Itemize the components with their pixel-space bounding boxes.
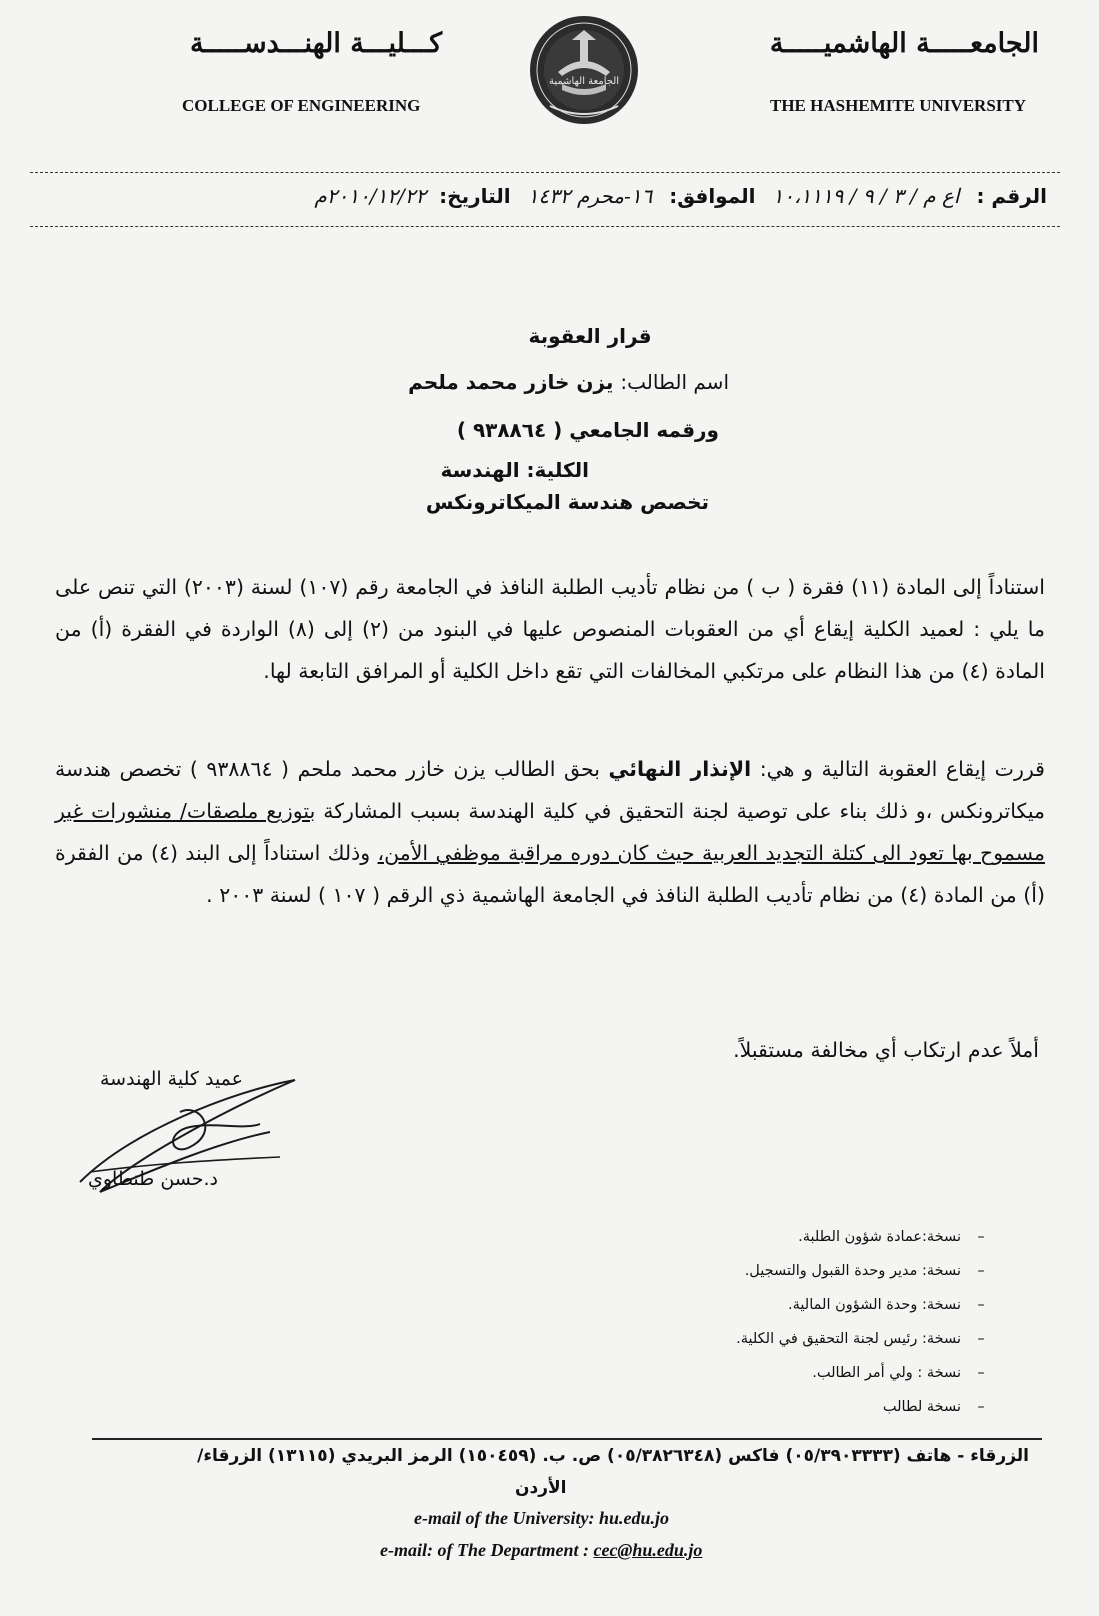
major-line: تخصص هندسة الميكاترونكس xyxy=(425,490,709,514)
reference-line xyxy=(308,184,1047,208)
copy-item: – نسخة لطالب xyxy=(641,1390,1001,1424)
footer-address: الزرقاء - هاتف (٠٥/٣٩٠٣٣٣٣) فاكس (٠٥/٣٨٢٦٣٤٨) ص. ب. (١٥٠٤٥٩) الرمز البريدي (١٣١١٥) الزرقاء/ xyxy=(197,1446,1029,1466)
hijri-date: ١٦-محرم ١٤٣٢ xyxy=(527,184,653,208)
copy-item: – نسخة: رئيس لجنة التحقيق في الكلية. xyxy=(641,1322,1001,1356)
email-department-label: e-mail: of The Department : xyxy=(380,1540,589,1560)
footer-email-department xyxy=(380,1540,702,1561)
corresponding-label: الموافق: xyxy=(669,184,756,208)
copies-list xyxy=(641,1220,1001,1424)
closing-line: أملاً عدم ارتكاب أي مخالفة مستقبلاً. xyxy=(733,1038,1039,1062)
student-name-line xyxy=(408,370,729,394)
header-divider-top xyxy=(30,172,1060,173)
violation-description: بتوزيع ملصقات/ منشورات غير مسموح بها تعود الى كتلة التجديد العربية حيث كان دوره مراقبة موظفي الأمن، xyxy=(55,799,1045,865)
date-value: ٢٠١٠/١٢/٢٢م xyxy=(314,184,427,208)
decision-paragraph-1: استناداً إلى المادة (١١) فقرة ( ب ) من نظام تأديب الطلبة النافذ في الجامعة رقم (١٠٧) لسنة (٢٠٠٣) التي تنص على ما يلي : لعميد الكلية إيقاع أي من العقوبات المنصوص عليها في البنود من (٢) إلى (٨) الواردة في الفقرة (أ) من المادة (٤) من هذا النظام على مرتكبي المخالفات التي تقع داخل الكلية أو المرافق التابعة لها. xyxy=(55,575,1045,683)
copy-item: – نسخة: وحدة الشؤون المالية. xyxy=(641,1288,1001,1322)
university-name-en: THE HASHEMITE UNIVERSITY xyxy=(770,96,1027,115)
date-label: التاريخ: xyxy=(439,184,511,208)
email-department-link[interactable]: cec@hu.edu.jo xyxy=(593,1540,703,1560)
copy-item: – نسخة:عمادة شؤون الطلبة. xyxy=(641,1220,1001,1254)
student-name-label: اسم الطالب: xyxy=(620,370,729,394)
student-id-line: ورقمه الجامعي ( ٩٣٨٨٦٤ ) xyxy=(456,418,719,442)
student-name: يزن خازر محمد ملحم xyxy=(408,370,614,394)
email-university-label: e-mail of the University: xyxy=(414,1508,595,1528)
ref-value: اع م / ٣ / ٩ / ١٠،١١١٩ xyxy=(772,184,960,208)
email-university-link[interactable]: hu.edu.jo xyxy=(598,1508,669,1528)
decision-paragraph-2 xyxy=(55,748,1045,916)
paragraph2-part1: قررت إيقاع العقوبة التالية و هي: xyxy=(751,757,1045,781)
college-name-ar: كـــليـــة الهنـــدســـــة xyxy=(190,28,443,59)
seal-text: الجامعة الهاشمية xyxy=(548,76,620,87)
footer-divider xyxy=(92,1438,1042,1440)
decision-title-block xyxy=(380,316,800,356)
footer-email-university xyxy=(414,1508,669,1529)
final-warning: الإنذار النهائي xyxy=(608,757,752,781)
paragraph2-part2: بحق الطالب يزن خازر محمد ملحم ( ٩٣٨٨٦٤ ) تخصص هندسة ميكاترونكس ،و ذلك بناء على توصية لجنة التحقيق في كلية الهندسة بسبب المشاركة xyxy=(55,757,1045,823)
ref-label: الرقم : xyxy=(976,184,1047,208)
signatory-name: د.حسن طنطاوي xyxy=(88,1168,218,1190)
footer-country: الأردن xyxy=(515,1478,567,1498)
decision-title: قرار العقوبة xyxy=(528,324,652,348)
university-name-ar: الجامعـــــة الهاشميـــــة xyxy=(769,28,1039,59)
copy-item: – نسخة : ولي أمر الطالب. xyxy=(641,1356,1001,1390)
university-seal xyxy=(528,14,640,126)
college-name-en: COLLEGE OF ENGINEERING xyxy=(182,96,421,115)
header-divider-bottom xyxy=(30,226,1060,227)
faculty-line: الكلية: الهندسة xyxy=(440,458,589,482)
copy-item: – نسخة: مدير وحدة القبول والتسجيل. xyxy=(641,1254,1001,1288)
signatory-title: عميد كلية الهندسة xyxy=(100,1068,244,1090)
paragraph2-part3: وذلك استناداً إلى البند (٤) من الفقرة (أ) من المادة (٤) من نظام تأديب الطلبة النافذ في الجامعة الهاشمية ذي الرقم ( ١٠٧ ) لسنة ٢٠٠٣ . xyxy=(55,841,1045,907)
